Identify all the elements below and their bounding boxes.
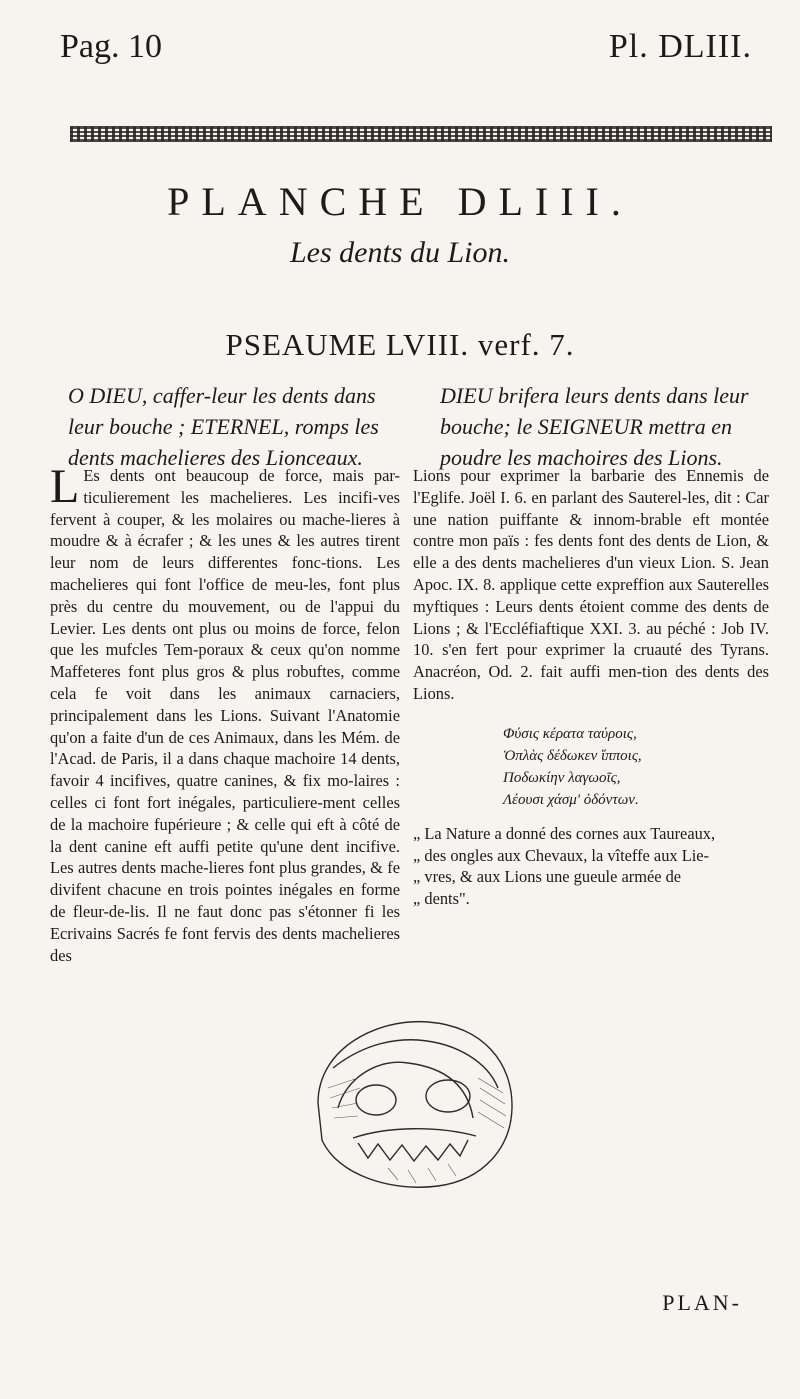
psalm-reference: PSEAUME LVIII. verf. 7.	[225, 327, 575, 362]
plate-title: PLANCHE DLIII.	[167, 179, 633, 224]
verse-left: O DIEU, caffer-leur les dents dans leur bouche ; ETERNEL, romps les dents machelieres des Lionceaux.	[68, 383, 379, 470]
greek-line: Ποδωκίην λαγωοῖς,	[503, 769, 621, 786]
plate-number: Pl. DLIII.	[608, 28, 752, 65]
quote-line: „ dents".	[413, 889, 470, 909]
body-column-left	[50, 460, 400, 966]
body-column-right	[413, 465, 769, 910]
greek-line: Φύσις κέρατα ταύροις,	[503, 725, 637, 742]
greek-quotation	[503, 723, 769, 811]
quote-line: „ vres, & aux Lions une gueule armée de	[413, 867, 682, 887]
verse-right: DIEU brifera leurs dents dans leur bouche; le SEIGNEUR mettra en poudre les machoires des Lions.	[440, 383, 749, 470]
body-paragraph: Lions pour exprimer la barbarie des Ennemis de l'Eglife. Joël I. 6. en parlant des Sauterel-les, dit : Car une nation puiffante & innom-brable eft montée contre mon païs : fes dents font des dents de Lion, & elle a des dents machelieres d'un vieux Lion. S. Jean Apoc. IX. 8. applique cette expreffion aux Sauterelles myftiques : Leurs dents étoient comme des dents de Lions ; & l'Eccléfiaftique XXI. 3. au péché : Job IV. 10. s'en fert pour exprimer la cruauté des Tyrans. Anacréon, Od. 2. fait auffi men-tion des dents des Lions.	[413, 466, 769, 703]
ornament-band	[70, 126, 772, 142]
page-number: Pag. 10	[60, 28, 162, 65]
drop-cap: L	[50, 460, 80, 513]
quote-line: „ La Nature a donné des cornes aux Taureaux,	[413, 823, 716, 843]
body-text: Es dents ont beaucoup de force, mais par-ticulierement les machelieres. Les incifi-ves fervent à couper, & les molaires ou mache-lieres à moudre & à écrafer ; & les unes & les autres tirent leur nom de leurs differentes fonc-tions. Les machelieres qui font l'office de meu-les, font plus près du centre du mouvement, ou de l'appui du Levier. Les dents ont plus ou moins de force, felon que les mufcles Tem-poraux & ceux qu'on nomme Maffeteres font plus gros & plus robuftes, comme cela fe voit dans les animaux carnaciers, principalement dans les Lions. Suivant l'Anatomie qu'on a faite d'un de ces Animaux, dans les Mém. de l'Acad. de Paris, il a dans chaque machoire 14 dents, favoir 4 incifives, quatre canines, & fix mo-laires : celles ci font fort inégales, particuliere-ment celles de la machoire fupérieure ; & celle qui eft à côté de la dent canine eft auffi petite qu'une dent incifive. Les autres dents mache-lieres font plus grandes, & fe divifent chacune en trois pointes inégales en forme de fleur-de-lis. Il ne faut donc pas s'étonner fi les Ecrivains Sacrés fe font fervis des dents machelieres des	[50, 466, 400, 965]
greek-line: Ὁπλὰς δέδωκεν ἵπποις,	[503, 747, 642, 764]
lion-skull-vignette-icon	[298, 1008, 528, 1198]
greek-line: Λέουσι χάσμ' ὀδόντων.	[503, 791, 639, 808]
catchword: PLAN-	[662, 1290, 742, 1315]
body-paragraph	[50, 460, 400, 966]
plate-subtitle: Les dents du Lion.	[289, 236, 511, 269]
quote-line: „ des ongles aux Chevaux, la vîteffe aux Lie-	[413, 845, 709, 865]
running-header	[60, 28, 752, 68]
